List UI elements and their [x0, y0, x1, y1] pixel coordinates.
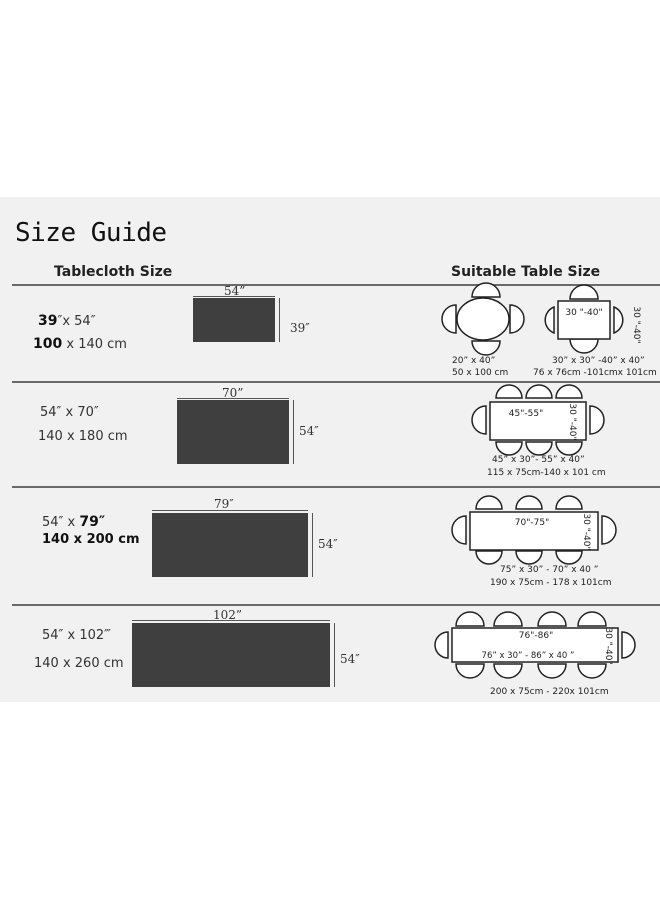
cloth-height-label: 54″: [318, 537, 338, 551]
separator: [12, 486, 660, 488]
table-caption: 50 x 100 cm: [452, 368, 509, 378]
cloth-height-label: 54″: [340, 652, 360, 666]
tablecloth-shape: [152, 513, 308, 577]
suitable-table-size-header: Suitable Table Size: [451, 264, 601, 280]
page-title: Size Guide: [15, 218, 167, 248]
cloth-width-label: 70”: [222, 386, 244, 400]
svg-text:70"-75": 70"-75": [514, 518, 550, 528]
separator: [12, 604, 660, 606]
table-caption: 190 x 75cm - 178 x 101cm: [490, 578, 612, 588]
table-caption: 75” x 30” - 70” x 40 ”: [500, 565, 599, 575]
tablecloth-shape: [193, 298, 275, 342]
rectangle-table-diagram: [446, 496, 626, 568]
cloth-width-label: 102”: [213, 608, 243, 622]
svg-text:76"-86": 76"-86": [518, 631, 554, 641]
size-cm: 140 x 260 cm: [34, 656, 124, 671]
size-inches: 54″ x 79″: [42, 514, 106, 530]
tablecloth-shape: [177, 400, 289, 464]
table-caption: 115 x 75cm-140 x 101 cm: [487, 468, 606, 478]
rectangle-table-diagram: [428, 610, 640, 682]
tablecloth-shape: [132, 623, 330, 687]
tablecloth-size-header: Tablecloth Size: [54, 264, 173, 280]
separator: [12, 381, 660, 383]
svg-text:30 "-40": 30 "-40": [565, 308, 603, 318]
size-inches: 54″ x 70″: [40, 405, 99, 420]
svg-text:30 "-40": 30 "-40": [581, 513, 591, 551]
table-caption: 20” x 40”: [452, 356, 496, 366]
svg-text:30 "-40": 30 "-40": [603, 627, 613, 665]
svg-text:30 "-40": 30 "-40": [631, 306, 641, 344]
cloth-width-label: 79″: [214, 497, 234, 511]
svg-text:30 "-40": 30 "-40": [567, 403, 577, 441]
table-caption: 200 x 75cm - 220x 101cm: [490, 687, 609, 697]
table-caption: 30” x 30” -40” x 40”: [552, 356, 645, 366]
svg-text:76” x 30” - 86” x 40 ”: 76” x 30” - 86” x 40 ”: [481, 651, 575, 661]
cloth-height-label: 54″: [299, 424, 319, 438]
size-cm: 140 x 200 cm: [42, 532, 140, 547]
oval-table-diagram: [436, 285, 536, 355]
rectangle-table-diagram: [470, 386, 610, 456]
size-inches: 54″ x 102‴: [42, 628, 111, 643]
size-cm: 100 x 140 cm: [33, 336, 127, 352]
table-caption: 45” x 30”- 55” x 40”: [492, 455, 585, 465]
size-inches: 39″x 54″: [38, 313, 96, 329]
svg-text:45"-55": 45"-55": [508, 409, 544, 419]
cloth-height-label: 39″: [290, 321, 310, 335]
cloth-width-label: 54”: [224, 284, 246, 298]
square-table-diagram: [540, 285, 650, 355]
table-caption: 76 x 76cm -101cmx 101cm: [533, 368, 657, 378]
size-cm: 140 x 180 cm: [38, 429, 128, 444]
